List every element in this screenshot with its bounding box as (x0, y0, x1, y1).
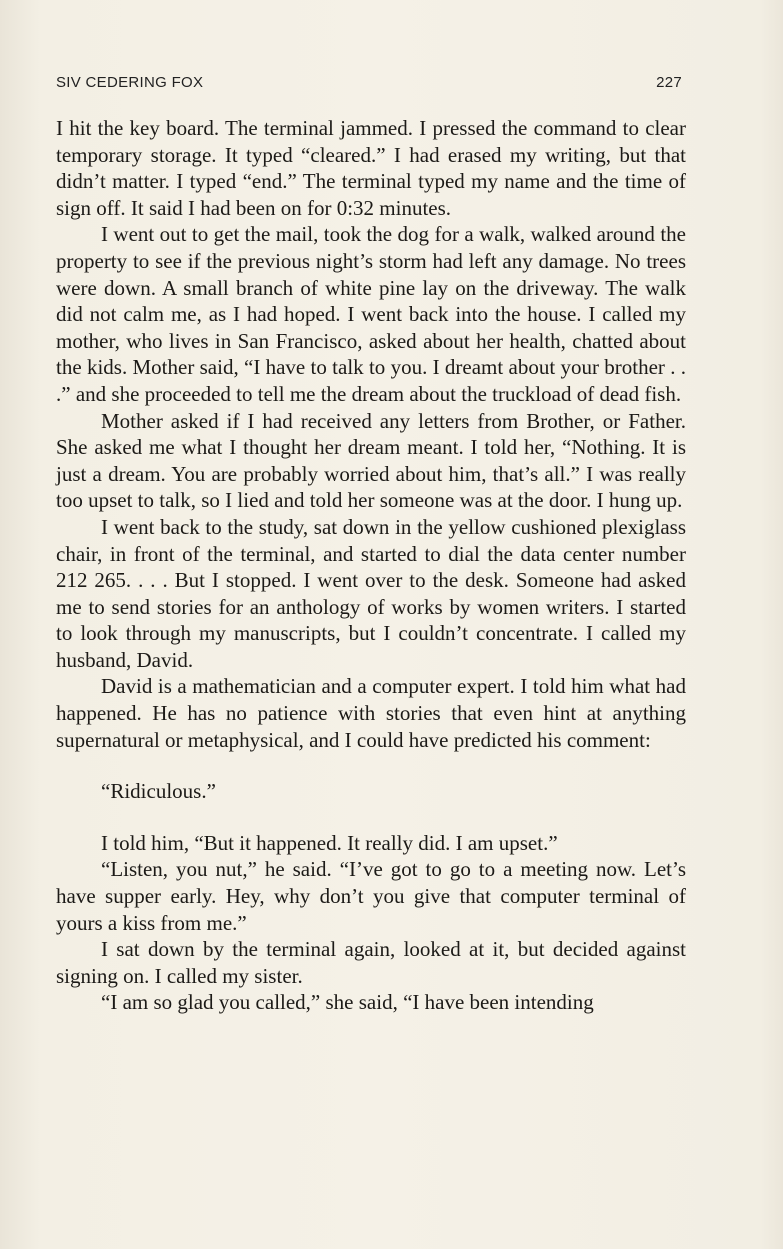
body-text (56, 115, 686, 1016)
paragraph: “Listen, you nut,” he said. “I’ve got to go to a meeting now. Let’s have supper early. Hey, why don’t you give that computer terminal of yours a kiss from me.” (56, 857, 686, 935)
page-number: 227 (656, 74, 682, 91)
paragraph: I went out to get the mail, took the dog for a walk, walked around the property to see if the previous night’s storm had left any damage. No trees were down. A small branch of white pine lay on the driveway. The walk did not calm me, as I had hoped. I went back into the house. I called my mother, who lives in San Francisco, asked about her health, chatted about the kids. Mother said, “I have to talk to you. I dreamt about your brother . . .” and she proceeded to tell me the dream about the truckload of dead fish. (56, 222, 686, 406)
paragraph: I told him, “But it happened. It really did. I am upset.” (101, 830, 558, 855)
paragraph: David is a mathematician and a computer expert. I told him what had happened. He has no patience with stories that even hint at anything supernatural or metaphysical, and I could have predicted his comment: (56, 674, 686, 752)
paragraph: “I am so glad you called,” she said, “I have been intending (101, 990, 594, 1015)
paragraph: I went back to the study, sat down in the yellow cushioned plexiglass chair, in front of the terminal, and started to dial the data center number 212 265. . . . But I stopped. I went over to the desk. Someone had asked me to send stories for an anthology of works by women writers. I started to look through my manuscripts, but I couldn’t concentrate. I called my husband, David. (56, 514, 686, 672)
paragraph: Mother asked if I had received any letters from Brother, or Father. She asked me what I thought her dream meant. I told her, “Nothing. It is just a dream. You are probably worried about him, that’s all.” I was really too upset to talk, so I lied and told her someone was at the door. I hung up. (56, 408, 686, 513)
paragraph: I sat down by the terminal again, looked at it, but decided against signing on. I called my sister. (56, 937, 686, 988)
paragraph: “Ridiculous.” (101, 779, 216, 804)
running-head-author: SIV CEDERING FOX (56, 74, 204, 91)
running-head (56, 74, 682, 94)
paragraph: I hit the key board. The terminal jammed. I pressed the command to clear temporary storage. It typed “cleared.” I had erased my writing, but that didn’t matter. I typed “end.” The terminal typed my name and the time of sign off. It said I had been on for 0:32 minutes. (56, 116, 686, 220)
